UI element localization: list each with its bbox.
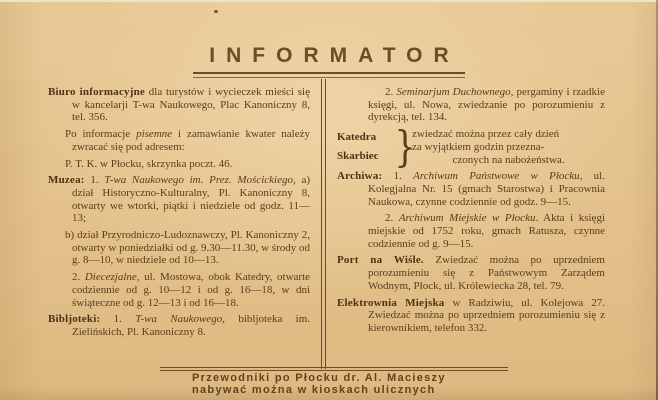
text-run: Zwiedzać można po uprzedniem porozumieniu się z Państwowym Zarządem Wodnym, Płock, ul. Królewiecka 28, tel. 79. xyxy=(368,254,605,292)
katedra-skarbiec-labels xyxy=(337,128,393,166)
skarbiec-label: Skarbiec xyxy=(337,150,379,163)
text-run: 1. xyxy=(100,313,136,326)
page-title: INFORMATOR xyxy=(209,44,460,67)
katedra-skarbiec-group xyxy=(337,122,605,172)
text-run: Po informacje xyxy=(65,128,137,141)
text-run-italic: Archiwum Miejskie w Płocku xyxy=(398,212,536,225)
paragraph-seminarjum xyxy=(337,86,605,124)
brace-glyph: } xyxy=(394,122,416,172)
footer-line-1: Przewodniki po Płocku dr. Al. Macieszy xyxy=(192,372,446,384)
paragraph-bibljoteki xyxy=(48,313,310,338)
text-run: , ul. Kolegjalna Nr. 15 (gmach Starostwa) i Pracownia Naukowa, czynne codziennie od godz. 9—15. xyxy=(368,170,605,208)
text-run: , pergaminy i rzadkie księgi, ul. Nowa, zwiedzanie po porozumieniu z dyrekcją, tel. 134. xyxy=(368,86,605,124)
archiwa-heading: Archiwa: xyxy=(337,170,383,183)
muzea-heading: Muzea: xyxy=(48,174,85,187)
text-run-italic: T-wa Naukowego xyxy=(135,313,223,326)
right-column xyxy=(337,86,605,339)
text-run: dla turystów i wycieczek mieści się w kancelarji T-wa Naukowego, Plac Kanoniczny 8, tel. 356. xyxy=(72,86,310,124)
text-run-italic: Seminarjum Duchownego xyxy=(396,86,511,98)
title-underline-rule xyxy=(193,72,465,78)
text-run-italic: T-wa Naukowego im. Prez. Mościckiego xyxy=(104,174,293,187)
text-run: 2. xyxy=(385,86,397,98)
paragraph-port xyxy=(337,254,605,292)
text-run: P. T. K. w Płocku, skrzynka poczt. 46. xyxy=(65,157,233,170)
text-run: , bibljoteka im. Zielińskich, Pl. Kanoniczny 8. xyxy=(72,313,310,338)
biuro-heading: Biuro informacyjne xyxy=(48,86,145,98)
text-line: czonych na nabożeństwa. xyxy=(452,153,565,166)
text-line: zwiedzać można przez cały dzień xyxy=(412,128,560,141)
text-run: i zamawianie kwater należy zwracać się pod adresem: xyxy=(72,128,310,153)
text-run-italic: pisemne xyxy=(136,128,173,141)
text-run: 2. xyxy=(72,271,85,284)
text-run: 2. xyxy=(385,212,399,225)
paragraph-muzea-2 xyxy=(48,271,310,309)
column-divider-rule xyxy=(321,79,326,369)
text-run: 1. xyxy=(382,170,414,183)
text-run: b) dział Przyrodniczo-Ludoznawczy, Pl. Kanoniczny 2, otwarty w poniedziałki od g. 9.30—11.30, w środy od g. 8—10, w niedziele od 10—13. xyxy=(65,229,310,267)
port-heading: Port na Wiśle. xyxy=(337,254,424,267)
katedra-label: Katedra xyxy=(337,131,377,144)
text-run: , a) dział Historyczno-Kulturalny, Pl. Kanoniczny 8, otwarty we wtorki, piątki i niedziele od godz. 11—13; xyxy=(72,174,310,225)
paragraph-muzea-1 xyxy=(48,174,310,225)
paragraph-biuro xyxy=(48,86,310,124)
text-run: 1. xyxy=(84,174,105,187)
katedra-skarbiec-text xyxy=(408,128,605,166)
text-run-italic: Diecezjalne xyxy=(84,271,137,284)
paragraph-archiwa-1 xyxy=(337,170,605,208)
paragraph-elektrownia xyxy=(337,297,605,335)
text-run: . Akta i księgi miejskie od 1752 roku, gmach Ratusza, czynne codziennie od g. 9—15. xyxy=(368,212,605,250)
footer-imprint xyxy=(192,373,446,396)
bibljoteki-heading: Bibljoteki: xyxy=(48,313,101,326)
elektrownia-heading: Elektrownia Miejska xyxy=(337,296,445,309)
paragraph-biuro-info xyxy=(48,128,310,153)
text-run-italic: Archiwum Państwowe w Płocku xyxy=(413,170,580,183)
text-run: w Radziwiu, ul. Kolejowa 27. Zwiedzać można po uprzedniem porozumieniu się z kierownikiem, telefon 332. xyxy=(368,296,605,334)
paper-speck xyxy=(214,10,218,13)
text-run: , ul. Mostowa, obok Katedry, otwarte codziennie od g. 10—12 i od g. 16—18, w dni świąteczne od g. 12—13 i od 16—18. xyxy=(72,271,311,309)
paragraph-ptk-address xyxy=(48,158,310,171)
text-line: za wyjątkiem godzin przezna- xyxy=(412,140,545,153)
footer-line-2: nabywać można w kioskach ulicznych xyxy=(192,383,436,396)
scan-top-edge xyxy=(0,0,658,2)
paragraph-archiwa-2 xyxy=(337,212,605,250)
footer-rule xyxy=(160,367,508,371)
paragraph-muzea-1b xyxy=(48,229,310,267)
left-column xyxy=(48,86,310,343)
